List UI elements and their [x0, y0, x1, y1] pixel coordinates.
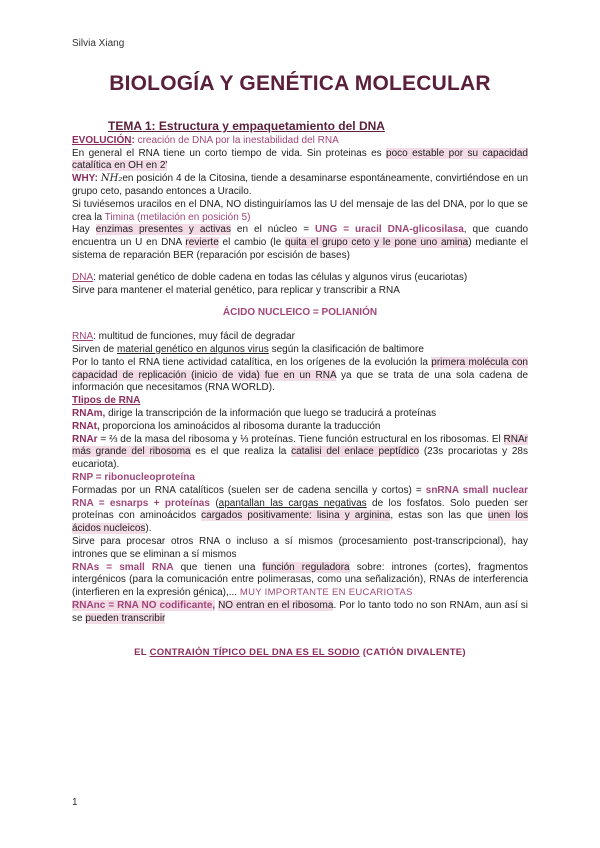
rna-definition: RNA: multitud de funciones, muy fácil de degradar: [72, 331, 295, 343]
why-paragraph: WHY: NH₂en posición 4 de la Citosina, tiende a desaminarse espontáneamente, convirtiéndose en un grupo ceto, pasando entonces a Uracilo.: [72, 173, 529, 197]
section-heading-acido-nucleico: ÁCIDO NUCLEICO = POLIANIÓN: [222, 307, 378, 319]
rnar-item: RNAr = ⅔ de la masa del ribosoma y ⅓ proteínas. Tiene función estructural en los ribosomas. El RNAr más grande del ribosoma es el que realiza la catalisi del enlace peptídico (23s procariotas y 28s eucariota).: [72, 433, 528, 471]
header-author: Silvia Xiang: [72, 38, 125, 49]
rnp-heading: RNP = ribonucleoproteína: [72, 471, 195, 483]
rnas-item: RNAs = small RNA que tienen una función reguladora sobre: intrones (cortes), fragmentos intergénicos (para la comunicación entre polimerasas, como una señalización), RNAs de interferencia (interfieren en la expresión génica),... MUY IMPORTANTE EN EUCARIOTAS: [72, 561, 528, 599]
page-number: 1: [72, 797, 78, 808]
rnat-item: RNAt, proporciona los aminoácidos al ribosoma durante la traducción: [72, 420, 381, 432]
rnanc-item: RNAnc = RNA NO codificante, NO entran en el ribosoma. Por lo tanto todo no son RNAm, aun así si se pueden transcribir: [72, 599, 528, 624]
document-body: [72, 120, 528, 660]
ung-paragraph: Hay enzimas presentes y activas en el núcleo = UNG = uracil DNA-glicosilasa, que cuando encuentra un U en DNA revierte el cambio (le quita el grupo ceto y le pone uno amina) mediante el sistema de reparación BER (reparación por escisión de bases): [72, 224, 529, 261]
processing-paragraph: Sirve para procesar otros RNA o incluso a sí mismos (procesamiento post-transcripcional), hay intrones que se eliminan a sí mismos: [72, 535, 528, 560]
document-title: BIOLOGÍA Y GENÉTICA MOLECULAR: [109, 72, 491, 95]
sodium-counterion-note: EL CONTRAIÓN TÍPICO DEL DNA ES EL SODIO (CATIÓN DIVALENTE): [134, 647, 466, 659]
dna-definition: DNA: material genético de doble cadena en todas las células y algunos virus (eucariotas): [72, 271, 468, 283]
rna-stability-paragraph: En general el RNA tiene un corto tiempo de vida. Sin proteinas es poco estable por su capacidad catalítica en OH en 2': [72, 147, 528, 172]
tipos-heading: TIipos de RNA: [72, 395, 141, 407]
rna-world-paragraph: Por lo tanto el RNA tiene actividad catalítica, en los orígenes de la evolución la primera molécula con capacidad de replicación (inicio de vida) fue en un RNA ya que se trata de una sola cadena de información que necesitamos (RNA WORLD).: [72, 356, 528, 394]
tema-heading: TEMA 1: Estructura y empaquetamiento del DNA: [108, 119, 385, 133]
rnam-item: RNAm, dirige la transcripción de la información que luego se traducirá a proteínas: [72, 407, 437, 419]
dna-function: Sirve para mantener el material genético, para replicar y transcribir a RNA: [72, 284, 400, 296]
uracil-paragraph: Si tuviésemos uracilos en el DNA, NO distinguiríamos las U del mensaje de las del DNA, por lo que se crea la Timina (metilación en posición 5): [72, 198, 528, 223]
evolucion-paragraph: EVOLUCIÓN: creación de DNA por la inestabilidad del RNA: [72, 134, 339, 146]
snrna-paragraph: Formadas por un RNA catalíticos (suelen ser de cadena sencilla y cortos) = snRNA small nuclear RNA = esnarps + proteínas (apantallan las cargas negativas de los fosfatos. Solo pueden ser proteínas con aminoácidos cargados positivamente: lisina y arginina, estas son las que unen los ácidos nucleicos).: [72, 484, 529, 535]
rna-viral-paragraph: Sirven de material genético en algunos virus según la clasificación de baltimore: [72, 343, 424, 355]
